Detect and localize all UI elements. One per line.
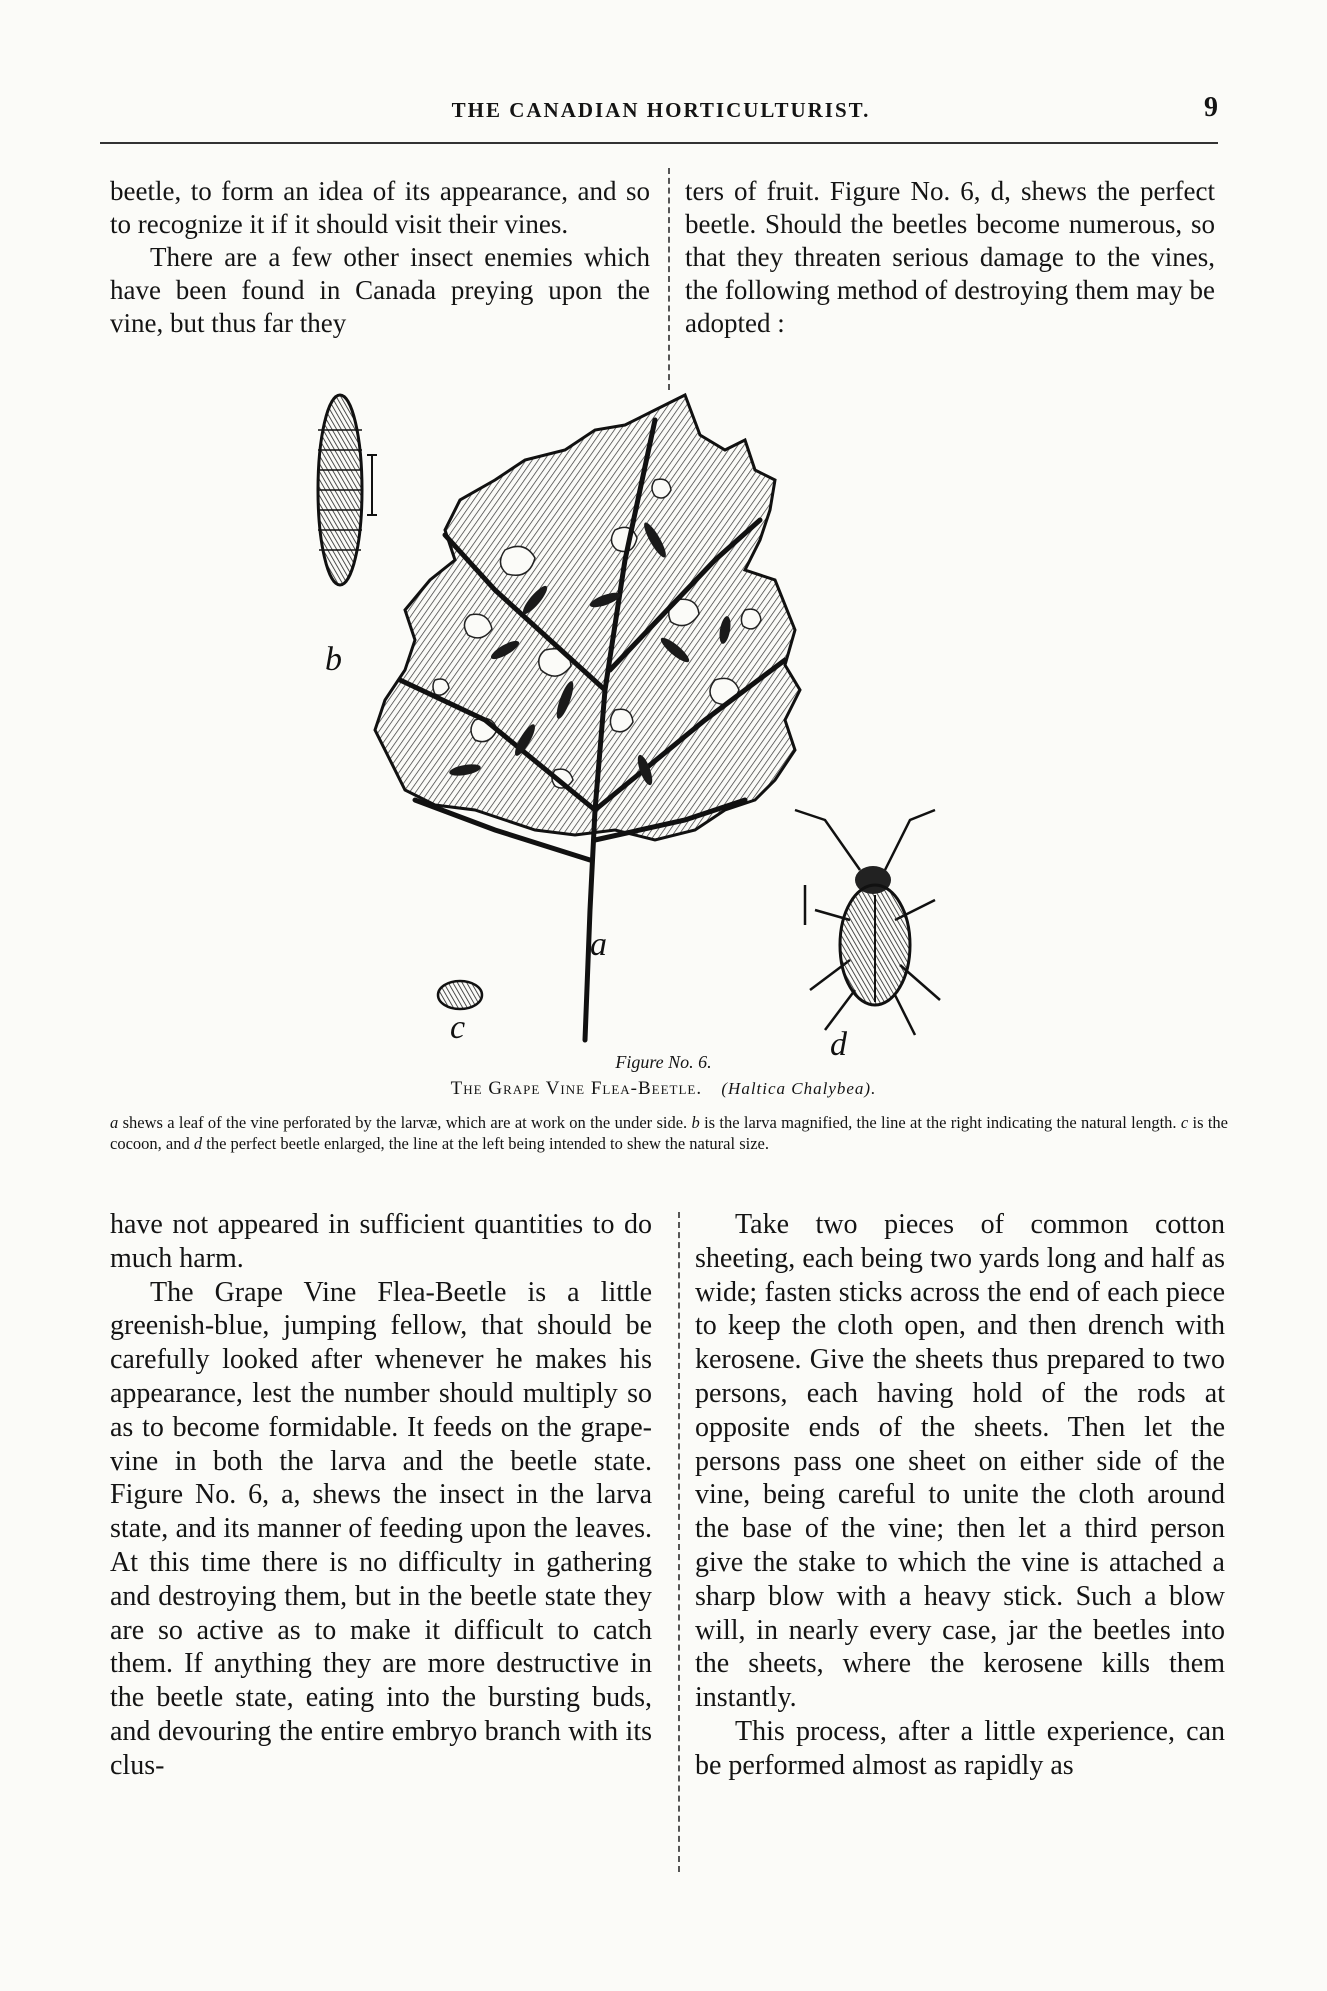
column-divider [678,1212,680,1872]
desc-label-b: b [691,1113,700,1132]
desc-label-d: d [193,1134,203,1153]
page-header [100,92,1222,132]
upper-right-column [685,175,1215,340]
paragraph: have not appeared in sufficient quantities to do much harm. [110,1209,652,1274]
figure-title-text: The Grape Vine Flea-Beetle. [450,1078,703,1099]
lower-right-column [695,1208,1225,1783]
figure-number: Figure No. 6. [615,1052,712,1072]
grape-leaf [375,395,800,1040]
desc-text: is the larva magnified, the line at the right indicating the natural length. [699,1113,1181,1132]
desc-label-c: c [1180,1113,1189,1132]
figure-label-a: a [590,926,607,963]
desc-text: the perfect beetle enlarged, the line at the left being intended to shew the natural size. [202,1134,769,1153]
desc-text: shews a leaf of the vine perforated by the larvæ, which are at work on the under side. [118,1113,692,1132]
paragraph: This process, after a little experience, can be performed almost as rapidly as [695,1715,1225,1781]
magnified-larva [318,395,377,678]
desc-text: is the cocoon, and [110,1113,1228,1153]
figure-description [110,1112,1228,1154]
perfect-beetle [795,810,940,1063]
figure-label-d: d [830,1026,847,1063]
paragraph: Take two pieces of common cotton sheeting, each being two yards long and half as wide; fasten sticks across the end of each piece to keep the cloth open, and then drench with kerosene. Give the sheets thus prepared to two persons, each having hold of the rods at opposite ends of the sheets. Then let the persons pass one sheet on either side of the vine, being careful to unite the cloth around the base of the vine; then let a third person give the stake to which the vine is attached a sharp blow with a heavy stick. Such a blow will, in nearly every case, jar the beetles into the sheets, where the kerosene kills them instantly. [695,1209,1225,1714]
paragraph: beetle, to form an idea of its appearance, and so to recognize it if it should visit their vines. [110,176,650,239]
header-rule [100,142,1218,144]
cocoon [438,981,482,1046]
column-divider [668,168,670,390]
figure-label-b: b [325,641,342,678]
page-number: 9 [1204,92,1218,123]
paragraph: ters of fruit. Figure No. 6, d, shews the perfect beetle. Should the beetles become numerous, so that they threaten serious damage to the vines, the following method of destroying them may be adopted : [685,176,1215,338]
figure-label-c: c [450,1009,466,1046]
paragraph: The Grape Vine Flea-Beetle is a little greenish-blue, jumping fellow, that should be carefully looked after whenever he makes his appearance, lest the number should multiply so as to become formidable. It feeds on the grape-vine in both the larva and the beetle state. Figure No. 6, a, shews the insect in the larva state, and its manner of feeding upon the leaves. At this time there is no difficulty in gathering and destroying them, but in the beetle state they are so active as to make it difficult to catch them. If anything they are more destructive in the beetle state, eating into the bursting buds, and devouring the entire embryo branch with its clus- [110,1276,652,1781]
running-title: THE CANADIAN HORTICULTURIST. [451,98,871,122]
lower-left-column [110,1208,652,1783]
desc-label-a: a [110,1113,119,1132]
upper-left-column [110,175,650,340]
paragraph: There are a few other insect enemies which have been found in Canada preying upon the vine, but thus far they [110,242,650,338]
figure-title [100,1078,1227,1100]
figure-species: (Haltica Chalybea). [721,1079,877,1098]
